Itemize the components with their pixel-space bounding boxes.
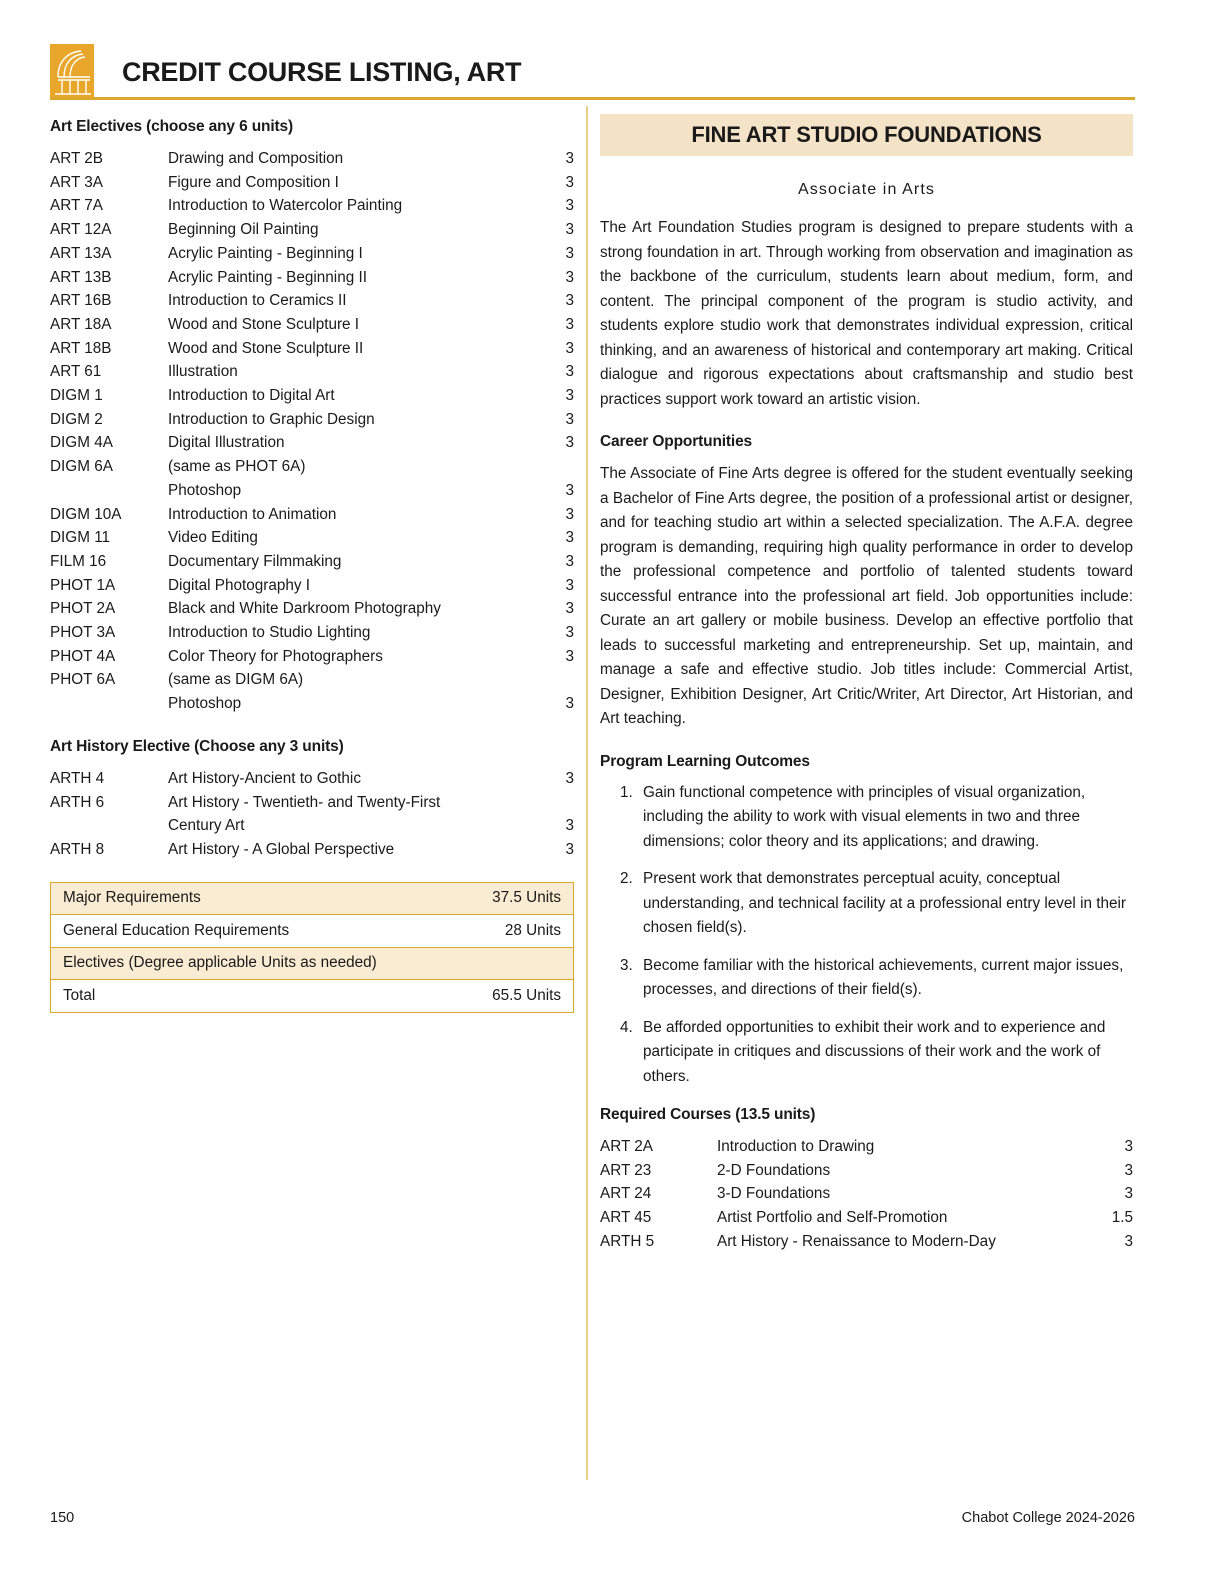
course-title: Video Editing bbox=[168, 529, 258, 547]
page-title: CREDIT COURSE LISTING, ART bbox=[122, 56, 522, 87]
left-column bbox=[50, 118, 574, 1013]
course-title: Figure and Composition I bbox=[168, 173, 339, 191]
course-title: (same as PHOT 6A) bbox=[168, 458, 306, 476]
course-title: Digital Illustration bbox=[168, 434, 285, 452]
course-row bbox=[50, 194, 574, 218]
course-units: 3 bbox=[565, 173, 574, 191]
career-opportunities-heading: Career Opportunities bbox=[600, 433, 753, 450]
course-code: ART 23 bbox=[600, 1161, 652, 1179]
course-row bbox=[50, 550, 574, 574]
course-row bbox=[50, 692, 574, 716]
learning-outcome-item: 1. Gain functional competence with principles of visual organization, including the ability to work with visual elements in two and three dimensions; color theory and its applications; and drawing. bbox=[637, 781, 1133, 855]
course-row bbox=[50, 147, 574, 171]
course-units: 3 bbox=[565, 221, 574, 239]
course-units: 3 bbox=[565, 434, 574, 452]
course-row bbox=[50, 791, 574, 815]
program-learning-outcomes-heading: Program Learning Outcomes bbox=[600, 752, 810, 770]
units-table-row bbox=[51, 882, 574, 915]
course-code: ART 2A bbox=[600, 1138, 654, 1155]
course-units: 3 bbox=[565, 840, 574, 858]
course-code: PHOT 3A bbox=[50, 624, 116, 642]
course-title: Drawing and Composition bbox=[168, 150, 344, 167]
course-units: 3 bbox=[565, 769, 574, 787]
program-intro-paragraph: The Art Foundation Studies program is designed to prepare students with a strong foundation in art. Through working from observation and imagination as the backbone of the curriculum, students learn about medium, form, and content. The principal component of the program is studio activity, and students explore studio work that demonstrates individual expression, critical thinking, and an awareness of historical and contemporary art making. Critical dialogue and rigorous expectations about craftsmanship and studio best practices support work toward an artistic vision. bbox=[600, 219, 1133, 408]
course-title: Beginning Oil Painting bbox=[168, 221, 319, 239]
chabot-building-logo-icon bbox=[50, 44, 94, 100]
course-units: 3 bbox=[565, 481, 574, 499]
course-title: Acrylic Painting - Beginning II bbox=[168, 268, 367, 286]
course-title: Documentary Filmmaking bbox=[168, 552, 342, 570]
header-divider-rule bbox=[50, 97, 1135, 100]
course-row bbox=[50, 574, 574, 598]
course-units: 3 bbox=[1124, 1138, 1133, 1155]
learning-outcome-item: 4. Be afforded opportunities to exhibit their work and to experience and participate in critiques and discussions of their work and the work of others. bbox=[637, 1016, 1133, 1090]
course-row bbox=[50, 838, 574, 862]
course-units: 3 bbox=[565, 292, 574, 310]
course-title: Century Art bbox=[168, 817, 245, 835]
course-title: Introduction to Graphic Design bbox=[168, 410, 375, 428]
course-row bbox=[50, 621, 574, 645]
right-column bbox=[600, 114, 1133, 1254]
course-code: ART 45 bbox=[600, 1209, 652, 1227]
course-title: Wood and Stone Sculpture I bbox=[168, 315, 360, 333]
course-row bbox=[50, 408, 574, 432]
course-title: 2-D Foundations bbox=[717, 1161, 831, 1179]
course-title: Introduction to Watercolor Painting bbox=[168, 197, 403, 215]
course-code: ART 16B bbox=[50, 292, 112, 310]
course-units: 1.5 bbox=[1111, 1209, 1133, 1227]
course-units: 3 bbox=[1124, 1185, 1133, 1203]
course-code: ART 12A bbox=[50, 221, 112, 239]
course-row bbox=[600, 1206, 1133, 1230]
course-title: Art History - A Global Perspective bbox=[168, 840, 395, 858]
course-title: Illustration bbox=[168, 363, 238, 381]
course-units: 3 bbox=[565, 363, 574, 381]
course-row bbox=[600, 1182, 1133, 1206]
course-units: 3 bbox=[565, 552, 574, 570]
course-units: 3 bbox=[565, 695, 574, 713]
course-row bbox=[600, 1159, 1133, 1183]
course-title: Introduction to Studio Lighting bbox=[168, 624, 371, 642]
course-units: 3 bbox=[565, 505, 574, 523]
course-title: (same as DIGM 6A) bbox=[168, 671, 304, 689]
course-code: ARTH 5 bbox=[600, 1232, 655, 1250]
program-learning-outcomes-list bbox=[600, 781, 1133, 1090]
course-row bbox=[50, 479, 574, 503]
course-code: ART 18A bbox=[50, 315, 112, 333]
course-code: ART 2B bbox=[50, 150, 104, 167]
art-electives-heading: Art Electives (choose any 6 units) bbox=[50, 118, 293, 135]
course-title: Introduction to Digital Art bbox=[168, 387, 335, 405]
art-history-elective-list bbox=[50, 767, 574, 862]
course-row bbox=[50, 384, 574, 408]
course-code: ARTH 4 bbox=[50, 769, 105, 787]
course-row bbox=[50, 289, 574, 313]
course-title: Digital Photography I bbox=[168, 576, 311, 594]
course-row bbox=[50, 313, 574, 337]
course-units: 3 bbox=[565, 244, 574, 262]
learning-outcome-item: 2. Present work that demonstrates perceptual acuity, conceptual understanding, and technical facility at a professional entry level in their chosen field(s). bbox=[637, 867, 1133, 941]
course-title: Art History - Twentieth- and Twenty-First bbox=[168, 793, 441, 811]
column-divider bbox=[586, 106, 588, 1480]
course-code: DIGM 11 bbox=[50, 529, 111, 547]
course-code: ART 3A bbox=[50, 173, 104, 191]
course-row bbox=[50, 218, 574, 242]
course-row bbox=[50, 668, 574, 692]
units-row-value: 37.5 Units bbox=[454, 882, 574, 915]
course-units: 3 bbox=[565, 647, 574, 665]
course-row bbox=[50, 503, 574, 527]
course-units: 3 bbox=[565, 268, 574, 286]
units-table-row bbox=[51, 915, 574, 948]
course-units: 3 bbox=[565, 387, 574, 405]
course-row bbox=[50, 171, 574, 195]
art-electives-list bbox=[50, 147, 574, 716]
course-code: ART 13A bbox=[50, 244, 112, 262]
course-row bbox=[50, 242, 574, 266]
course-title: Introduction to Animation bbox=[168, 505, 337, 523]
course-code: DIGM 2 bbox=[50, 410, 103, 428]
course-title: Acrylic Painting - Beginning I bbox=[168, 244, 363, 262]
career-opportunities-paragraph: The Associate of Fine Arts degree is offered for the student eventually seeking a Bachelor of Fine Arts degree, the position of a professional artist or designer, and for teaching studio art within a selected specialization. The A.F.A. degree program is demanding, requiring high quality performance in order to develop the professional competence and portfolio of talented students toward successful entrance into the professional art field. Job opportunities include: Curate an art gallery or mobile business. Develop an effective portfolio that leads to successful marketing and entrepreneurship. Set up, maintain, and manage a safe and effective studio. Job titles include: Commercial Artist, Designer, Exhibition Designer, Art Critic/Writer, Art Director, Art Historian, and Art teaching. bbox=[600, 465, 1133, 727]
course-row bbox=[50, 767, 574, 791]
required-courses-heading: Required Courses (13.5 units) bbox=[600, 1106, 816, 1123]
course-code: ART 18B bbox=[50, 339, 112, 357]
course-units: 3 bbox=[565, 576, 574, 594]
course-title: 3-D Foundations bbox=[717, 1185, 831, 1203]
course-code: PHOT 2A bbox=[50, 600, 116, 618]
footer-page-number: 150 bbox=[50, 1510, 75, 1526]
course-code: DIGM 6A bbox=[50, 458, 113, 476]
course-code: FILM 16 bbox=[50, 552, 107, 570]
course-title: Photoshop bbox=[168, 695, 242, 713]
units-row-value: 65.5 Units bbox=[454, 980, 574, 1013]
units-row-value: 28 Units bbox=[454, 915, 574, 948]
footer-institution: Chabot College 2024-2026 bbox=[961, 1510, 1135, 1526]
required-courses-list bbox=[600, 1135, 1133, 1254]
course-title: Color Theory for Photographers bbox=[168, 647, 383, 665]
course-title: Introduction to Drawing bbox=[717, 1138, 875, 1155]
course-row bbox=[600, 1230, 1133, 1254]
course-title: Photoshop bbox=[168, 481, 242, 499]
course-row bbox=[50, 337, 574, 361]
units-row-label: General Education Requirements bbox=[51, 915, 454, 948]
course-units: 3 bbox=[565, 624, 574, 642]
course-title: Art History - Renaissance to Modern-Day bbox=[717, 1232, 996, 1250]
course-code: ARTH 6 bbox=[50, 793, 105, 811]
course-units: 3 bbox=[565, 315, 574, 333]
course-units: 3 bbox=[1124, 1161, 1133, 1179]
course-code: ART 7A bbox=[50, 197, 104, 215]
course-row bbox=[50, 455, 574, 479]
course-units: 3 bbox=[565, 339, 574, 357]
course-title: Artist Portfolio and Self-Promotion bbox=[717, 1209, 948, 1227]
units-row-label: Electives (Degree applicable Units as needed) bbox=[51, 947, 454, 980]
course-row bbox=[50, 431, 574, 455]
units-row-label: Total bbox=[51, 980, 454, 1013]
units-row-label: Major Requirements bbox=[51, 882, 454, 915]
units-table-row bbox=[51, 980, 574, 1013]
course-code: PHOT 4A bbox=[50, 647, 116, 665]
units-summary-table bbox=[50, 882, 574, 1013]
course-row bbox=[50, 266, 574, 290]
course-title: Wood and Stone Sculpture II bbox=[168, 339, 364, 357]
course-code: PHOT 6A bbox=[50, 671, 116, 689]
course-units: 3 bbox=[565, 817, 574, 835]
course-row bbox=[600, 1135, 1133, 1159]
learning-outcome-item: 3. Become familiar with the historical achievements, current major issues, processes, and directions of their field(s). bbox=[637, 954, 1133, 1003]
degree-label: Associate in Arts bbox=[798, 181, 935, 198]
course-row bbox=[50, 814, 574, 838]
course-title: Black and White Darkroom Photography bbox=[168, 600, 441, 618]
course-row bbox=[50, 360, 574, 384]
course-code: ART 61 bbox=[50, 363, 102, 381]
course-code: PHOT 1A bbox=[50, 576, 116, 594]
course-row bbox=[50, 526, 574, 550]
course-row bbox=[50, 645, 574, 669]
course-units: 3 bbox=[565, 410, 574, 428]
course-code: DIGM 10A bbox=[50, 505, 122, 523]
course-code: DIGM 1 bbox=[50, 387, 103, 405]
course-title: Art History-Ancient to Gothic bbox=[168, 769, 361, 787]
course-units: 3 bbox=[565, 529, 574, 547]
course-units: 3 bbox=[565, 197, 574, 215]
course-title: Introduction to Ceramics II bbox=[168, 292, 347, 310]
course-code: DIGM 4A bbox=[50, 434, 113, 452]
units-row-value bbox=[454, 947, 574, 980]
course-code: ARTH 8 bbox=[50, 840, 105, 858]
course-units: 3 bbox=[1124, 1232, 1133, 1250]
course-code: ART 24 bbox=[600, 1185, 652, 1203]
page-header bbox=[50, 44, 1135, 100]
course-units: 3 bbox=[565, 600, 574, 618]
program-title: FINE ART STUDIO FOUNDATIONS bbox=[691, 122, 1042, 147]
course-units: 3 bbox=[565, 150, 574, 167]
art-history-elective-heading: Art History Elective (Choose any 3 units) bbox=[50, 737, 344, 755]
program-title-band bbox=[600, 114, 1133, 156]
course-row bbox=[50, 597, 574, 621]
units-table-row bbox=[51, 947, 574, 980]
course-code: ART 13B bbox=[50, 268, 112, 286]
